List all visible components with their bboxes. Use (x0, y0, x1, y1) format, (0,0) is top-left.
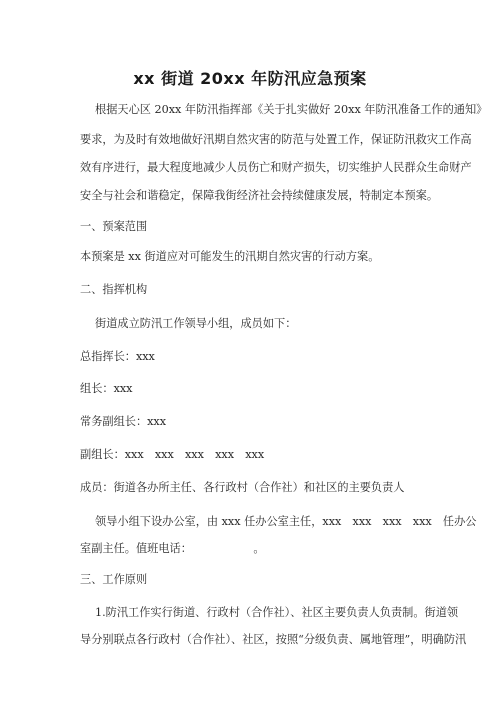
intro-line-2: 要求，为及时有效地做好汛期自然灾害的防范与处置工作，保证防汛救灾工作高 (80, 133, 472, 146)
leader-line: 组长：xxx (80, 382, 133, 395)
intro-line-3: 效有序进行，最大程度地减少人员伤亡和财产损失，切实维护人民群众生命财产 (80, 161, 472, 174)
office-line-1: 领导小组下设办公室，由 xxx 任办公室主任，xxx xxx xxx xxx 任办公 (95, 515, 477, 528)
exec-deputy-line: 常务副组长：xxx (80, 415, 167, 428)
deputies-line: 副组长：xxx xxx xxx xxx xxx (80, 448, 265, 461)
principle1-line-1: 1.防汛工作实行街道、行政村（合作社）、社区主要负责人负责制。街道领 (95, 606, 459, 619)
section3-heading: 三、工作原则 (80, 573, 148, 586)
section1-heading: 一、预案范围 (80, 220, 148, 233)
section2-heading: 二、指挥机构 (80, 283, 148, 296)
office-line-2: 室副主任。值班电话： 。 (80, 542, 265, 555)
principle1-line-2: 导分别联点各行政村（合作社）、社区，按照“分级负责、属地管理”，明确防汛 (80, 633, 467, 646)
document-title: xx 街道 20xx 年防汛应急预案 (133, 69, 367, 88)
members-line: 成员：街道各办所主任、各行政村（合作社）和社区的主要负责人 (80, 481, 405, 494)
commander-line: 总指挥长：xxx (80, 350, 155, 363)
intro-line-4: 安全与社会和谐稳定，保障我街经济社会持续健康发展，特制定本预案。 (80, 189, 439, 202)
intro-line-1: 根据天心区 20xx 年防汛指挥部《关于扎实做好 20xx 年防汛准备工作的通知》 (95, 103, 488, 116)
section1-body: 本预案是 xx 街道应对可能发生的汛期自然灾害的行动方案。 (80, 250, 380, 263)
section2-intro: 街道成立防汛工作领导小组，成员如下： (95, 317, 297, 330)
